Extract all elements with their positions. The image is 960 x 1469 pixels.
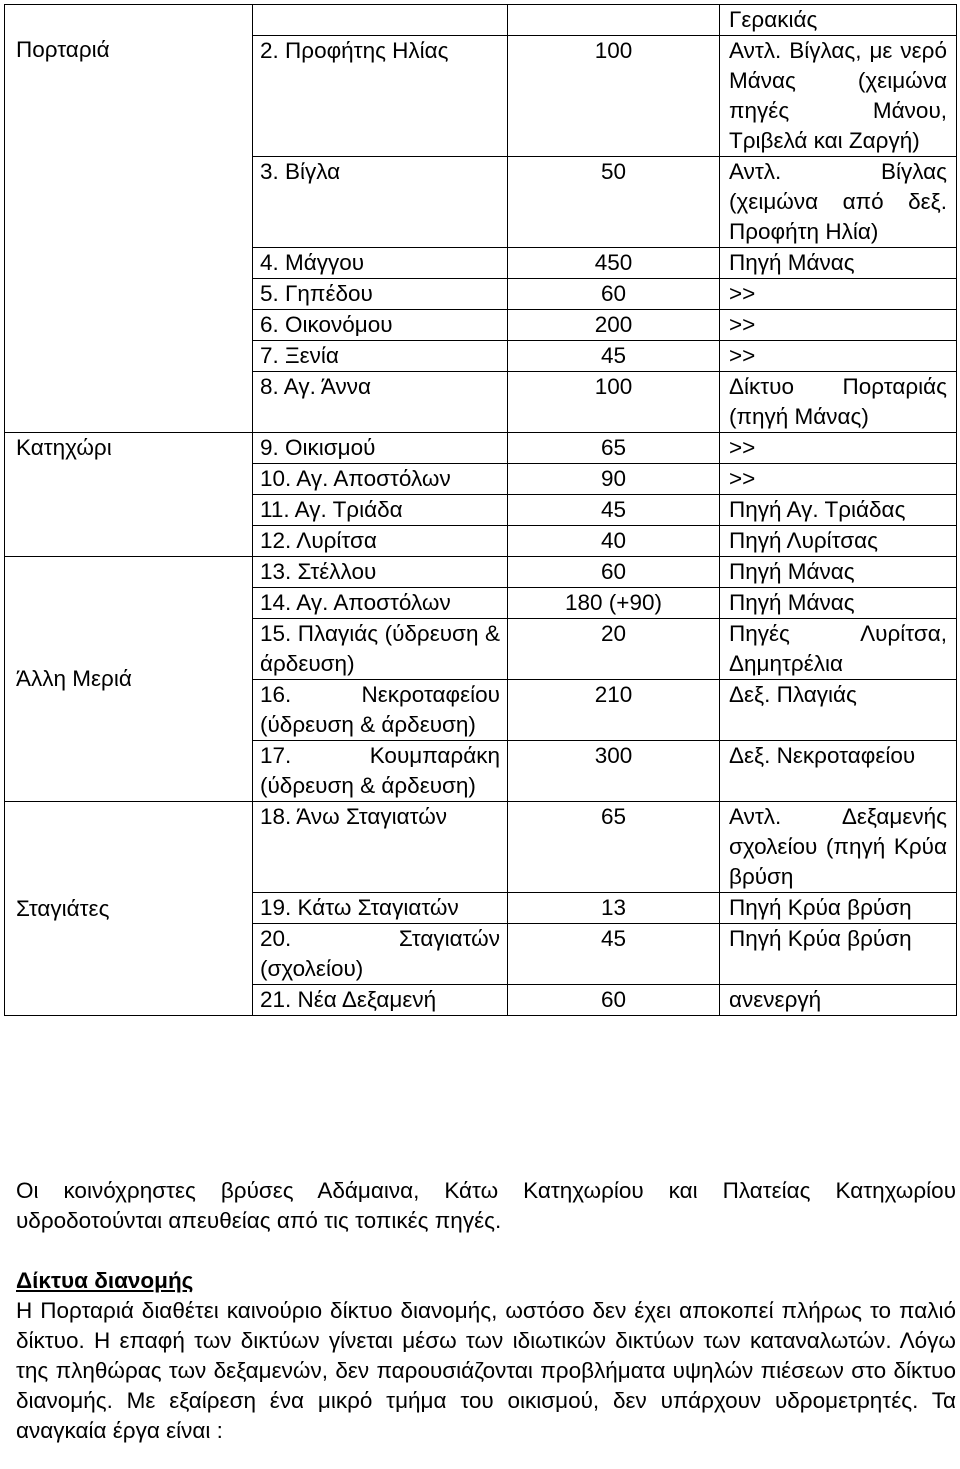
paragraph-text: Οι κοινόχρηστες βρύσες Αδάμαινα, Κάτω Κατηχωρίου και Πλατείας Κατηχωρίου υδροδοτούνται απευθείας από τις τοπικές πηγές. <box>16 1178 956 1233</box>
tank-source-cell: Πηγή Κρύα βρύση <box>720 924 957 985</box>
tank-name-cell: 7. Ξενία <box>253 341 508 372</box>
table-row <box>5 5 957 36</box>
tank-source-cell: Αντλ. Βίγλας, με νερό Μάνας (χειμώνα πηγές Μάνου, Τριβελά και Ζαργή) <box>720 36 957 157</box>
tank-source-cell: Δεξ. Πλαγιάς <box>720 680 957 741</box>
tank-source-cell: Γερακιάς <box>720 5 957 36</box>
tank-name-cell: 21. Νέα Δεξαμενή <box>253 985 508 1016</box>
table-row <box>5 433 957 464</box>
paragraph-text: Η Πορταριά διαθέτει καινούριο δίκτυο διανομής, ωστόσο δεν έχει αποκοπεί πλήρως το παλιό δίκτυο. Η επαφή των δικτύων γίνεται μέσω των ιδιωτικών δικτύων των καταναλωτών. Λόγω της πληθώρας των δεξαμενών, δεν παρουσιάζονται προβλήματα υψηλών πιέσεων στο δίκτυο διανομής. Με εξαίρεση ένα μικρό τμήμα του οικισμού, δεν υπάρχουν υδρομετρητές. Τα αναγκαία έργα είναι : <box>16 1298 956 1443</box>
tank-source-cell: Πηγή Μάνας <box>720 248 957 279</box>
tank-name-cell: 20. Σταγιατών (σχολείου) <box>253 924 508 985</box>
tank-source-cell: Πηγή Αγ. Τριάδας <box>720 495 957 526</box>
tank-volume-cell: 65 <box>508 802 720 893</box>
tank-volume-cell: 100 <box>508 372 720 433</box>
tank-name-cell: 11. Αγ. Τριάδα <box>253 495 508 526</box>
tank-source-cell: Πηγή Μάνας <box>720 588 957 619</box>
tank-volume-cell <box>508 5 720 36</box>
tank-source-cell: ανενεργή <box>720 985 957 1016</box>
tank-volume-cell: 65 <box>508 433 720 464</box>
tank-source-cell: Δεξ. Νεκροταφείου <box>720 741 957 802</box>
tank-volume-cell: 45 <box>508 495 720 526</box>
tank-volume-cell: 180 (+90) <box>508 588 720 619</box>
village-cell-katichori: Κατηχώρι <box>5 433 253 557</box>
tank-volume-cell: 90 <box>508 464 720 495</box>
tank-volume-cell: 100 <box>508 36 720 157</box>
tank-source-cell: Αντλ. Βίγλας (χειμώνα από δεξ. Προφήτη Ηλία) <box>720 157 957 248</box>
tank-name-cell: 6. Οικονόμου <box>253 310 508 341</box>
table-row <box>5 802 957 893</box>
tank-name-cell: 9. Οικισμού <box>253 433 508 464</box>
tanks-table <box>4 4 957 1016</box>
tank-name-cell: 16. Νεκροταφείου (ύδρευση & άρδευση) <box>253 680 508 741</box>
tank-volume-cell: 200 <box>508 310 720 341</box>
tank-volume-cell: 60 <box>508 279 720 310</box>
tank-name-cell: 15. Πλαγιάς (ύδρευση & άρδευση) <box>253 619 508 680</box>
tank-name-cell: 4. Μάγγου <box>253 248 508 279</box>
tank-source-cell: Πηγή Λυρίτσας <box>720 526 957 557</box>
tank-name-cell: 19. Κάτω Σταγιατών <box>253 893 508 924</box>
village-cell-stagiates: Σταγιάτες <box>5 802 253 1016</box>
tank-volume-cell: 60 <box>508 557 720 588</box>
tank-source-cell: >> <box>720 341 957 372</box>
tank-source-cell: >> <box>720 433 957 464</box>
tank-name-cell <box>253 5 508 36</box>
tank-volume-cell: 210 <box>508 680 720 741</box>
tank-source-cell: Πηγή Κρύα βρύση <box>720 893 957 924</box>
public-fountains-paragraph <box>16 1176 956 1236</box>
tank-name-cell: 18. Άνω Σταγιατών <box>253 802 508 893</box>
tank-name-cell: 13. Στέλλου <box>253 557 508 588</box>
tank-name-cell: 17. Κουμπαράκη (ύδρευση & άρδευση) <box>253 741 508 802</box>
tank-source-cell: Πηγές Λυρίτσα, Δημητρέλια <box>720 619 957 680</box>
tank-volume-cell: 40 <box>508 526 720 557</box>
village-cell-portaria: Πορταριά <box>5 5 253 433</box>
tank-source-cell: >> <box>720 279 957 310</box>
village-cell-alli-meria: Άλλη Μεριά <box>5 557 253 802</box>
distribution-network-paragraph <box>16 1296 956 1446</box>
tank-volume-cell: 450 <box>508 248 720 279</box>
tank-name-cell: 2. Προφήτης Ηλίας <box>253 36 508 157</box>
tank-source-cell: >> <box>720 310 957 341</box>
tank-name-cell: 14. Αγ. Αποστόλων <box>253 588 508 619</box>
tank-name-cell: 8. Αγ. Άννα <box>253 372 508 433</box>
tank-volume-cell: 60 <box>508 985 720 1016</box>
tank-volume-cell: 13 <box>508 893 720 924</box>
tank-volume-cell: 50 <box>508 157 720 248</box>
tank-source-cell: Αντλ. Δεξαμενής σχολείου (πηγή Κρύα βρύση <box>720 802 957 893</box>
tank-name-cell: 3. Βίγλα <box>253 157 508 248</box>
tank-name-cell: 5. Γηπέδου <box>253 279 508 310</box>
tank-source-cell: >> <box>720 464 957 495</box>
tank-volume-cell: 45 <box>508 924 720 985</box>
tank-source-cell: Δίκτυο Πορταριάς (πηγή Μάνας) <box>720 372 957 433</box>
tank-name-cell: 10. Αγ. Αποστόλων <box>253 464 508 495</box>
section-heading: Δίκτυα διανομής <box>16 1268 194 1293</box>
tank-volume-cell: 20 <box>508 619 720 680</box>
tank-volume-cell: 300 <box>508 741 720 802</box>
table-row <box>5 557 957 588</box>
tank-source-cell: Πηγή Μάνας <box>720 557 957 588</box>
tank-name-cell: 12. Λυρίτσα <box>253 526 508 557</box>
tank-volume-cell: 45 <box>508 341 720 372</box>
